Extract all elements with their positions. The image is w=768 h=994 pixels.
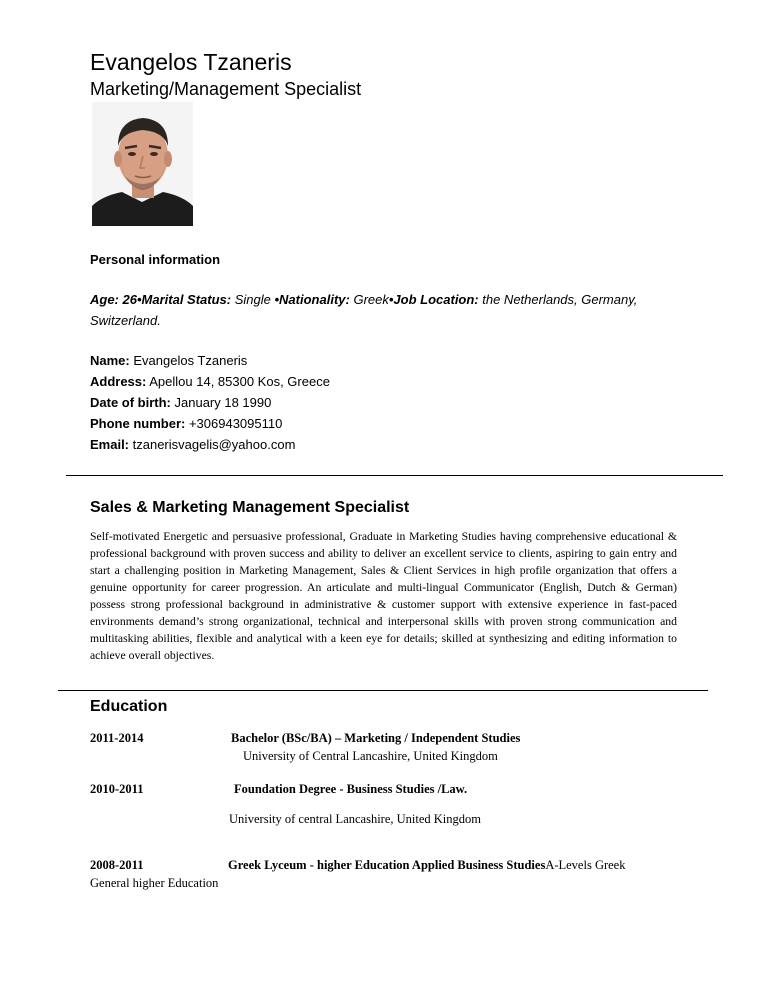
bullet-separator: • [388, 292, 394, 307]
edu-degree: Bachelor (BSc/BA) – Marketing / Independent Studies [231, 731, 521, 745]
edu-extra: A-Levels Greek [545, 858, 626, 872]
profile-photo [92, 102, 193, 226]
edu-years: 2011-2014 [90, 731, 144, 745]
edu-school: University of Central Lancashire, United Kingdom [243, 749, 498, 763]
name-field: Name: Evangelos Tzaneris [90, 353, 248, 368]
phone-field: Phone number: +306943095110 [90, 416, 283, 431]
job-title: Marketing/Management Specialist [90, 79, 362, 99]
edu-years: 2008-2011 [90, 858, 144, 872]
edu-degree: Greek Lyceum - higher Education Applied Business Studies [228, 858, 546, 872]
job-location-label: Job Location: [393, 292, 479, 307]
marital-status-label: Marital Status: [141, 292, 232, 307]
candidate-name: Evangelos Tzaneris [90, 49, 292, 75]
profile-heading: Sales & Marketing Management Specialist [90, 499, 410, 516]
personal-summary-line [90, 289, 690, 331]
bullet-separator: • [274, 292, 280, 307]
marital-status-value: Single [231, 292, 275, 307]
section-divider [58, 690, 708, 691]
nationality-label: Nationality: [279, 292, 350, 307]
education-heading: Education [90, 698, 168, 715]
job-location-value: the Netherlands, Germany, Switzerland. [90, 292, 638, 328]
dob-field: Date of birth: January 18 1990 [90, 395, 272, 410]
edu-school: General higher Education [90, 876, 219, 890]
nationality-value: Greek [349, 292, 389, 307]
section-divider [66, 475, 723, 476]
age-label: Age: 26 [90, 292, 137, 307]
profile-summary: Self-motivated Energetic and persuasive professional, Graduate in Marketing Studies having comprehensive educational & professional background with proven success and ability to deliver an excellent service to clients, aspiring to gain entry and start a challenging position in Marketing Management, Sales & Client Services in high profile organization that offers a genuine opportunity for career progression. An articulate and multi-lingual Communicator (English, Dutch & German) possess strong professional background in administrative & customer support with extensive experience in fast-paced environments demand’s strong organizational, technical and interpersonal skills with proven strong communication and multitasking abilities, flexible and analytical with a keen eye for details; skilled at synthesizing and editing information to achieve overall objectives. [90, 530, 677, 662]
edu-degree-line [228, 857, 625, 873]
email-field: Email: tzanerisvagelis@yahoo.com [90, 437, 296, 452]
edu-school: University of central Lancashire, United Kingdom [229, 812, 482, 826]
edu-years: 2010-2011 [90, 782, 144, 796]
personal-info-heading: Personal information [90, 252, 221, 267]
address-field: Address: Apellou 14, 85300 Kos, Greece [90, 374, 330, 389]
edu-degree: Foundation Degree - Business Studies /Law. [234, 782, 468, 796]
bullet-separator: • [136, 292, 142, 307]
